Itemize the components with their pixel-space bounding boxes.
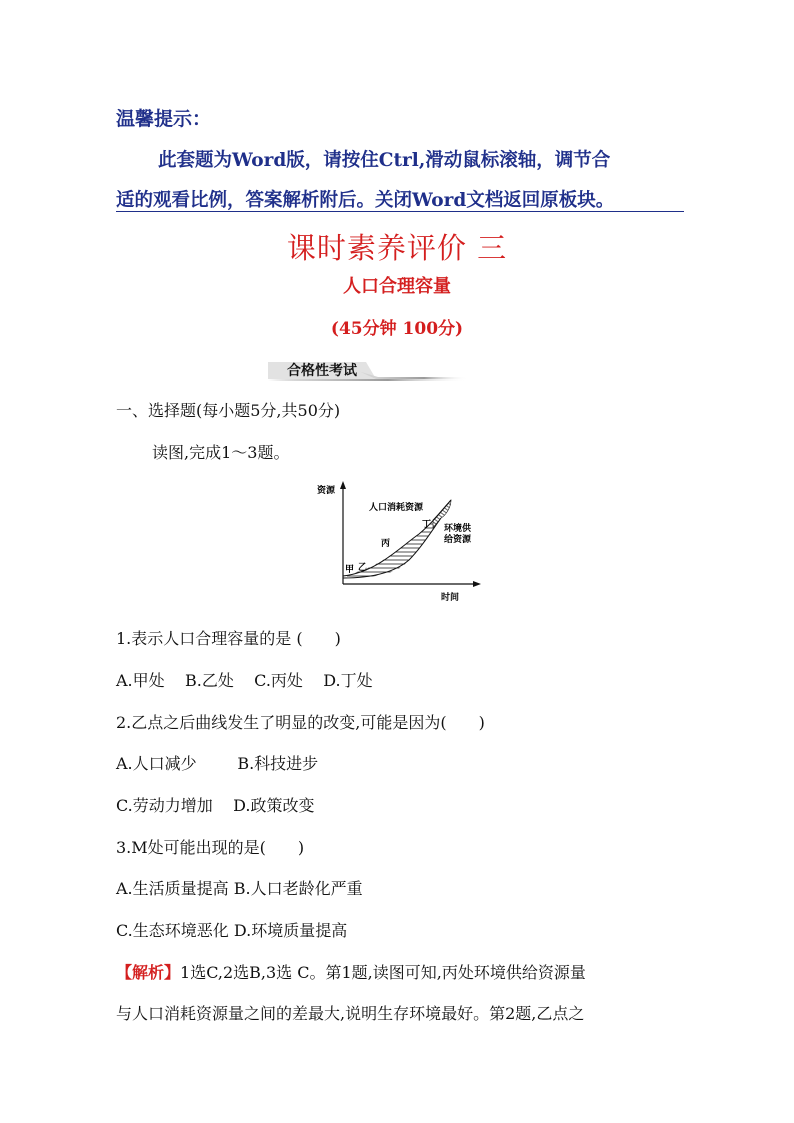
part-heading: 一、选择题(每小题5分,共50分) [116, 401, 341, 420]
consume-label: 人口消耗资源 [369, 503, 424, 513]
question-2-stem: 2.乙点之后曲线发生了明显的改变,可能是因为( ) [116, 713, 485, 732]
time-score-note: (45分钟 100分) [330, 319, 464, 339]
point-yi: 乙 [358, 563, 368, 573]
question-3-stem: 3.M处可能出现的是( ) [116, 838, 305, 857]
supply-label-1: 环境供 [444, 524, 472, 534]
point-jia: 甲 [345, 565, 355, 575]
x-axis-label: 时间 [441, 593, 460, 603]
analysis-line-1 [116, 960, 586, 983]
population-capacity-figure [305, 478, 485, 608]
notice-line-1: 此套题为Word版，请按住Ctrl,滑动鼠标滚轴，调节合 [158, 150, 611, 171]
question-2-options-b: C.劳动力增加 D.政策改变 [116, 796, 315, 815]
x-axis-arrow [473, 581, 481, 587]
point-bing: 丙 [381, 539, 391, 549]
analysis-line-2: 与人口消耗资源量之间的差最大,说明生存环境最好。第2题,乙点之 [116, 1004, 585, 1023]
page-title: 课时素养评价 三 [286, 231, 508, 265]
question-1-options: A.甲处 B.乙处 C.丙处 D.丁处 [116, 671, 373, 690]
point-ding: 丁 [422, 520, 432, 530]
analysis-text-1: 1选C,2选B,3选 C。第1题,读图可知,丙处环境供给资源量 [180, 963, 586, 982]
notice-underline [116, 211, 684, 212]
analysis-tag: 【解析】 [116, 963, 181, 982]
instruction: 读图,完成1～3题。 [152, 443, 290, 462]
question-3-options-a: A.生活质量提高 B.人口老龄化严重 [116, 879, 363, 898]
question-1-stem: 1.表示人口合理容量的是 ( ) [116, 629, 341, 648]
notice-line-2: 适的观看比例，答案解析附后。关闭Word文档返回原板块。 [116, 190, 615, 211]
section-banner-label: 合格性考试 [287, 363, 357, 379]
y-axis-label: 资源 [317, 486, 336, 496]
question-3-options-b: C.生态环境恶化 D.环境质量提高 [116, 921, 348, 940]
page-subtitle: 人口合理容量 [343, 276, 451, 297]
supply-label-2: 给资源 [444, 535, 472, 545]
y-axis-arrow [340, 481, 346, 489]
question-2-options-a: A.人口减少 B.科技进步 [116, 754, 319, 773]
notice-heading: 温馨提示： [116, 108, 212, 130]
